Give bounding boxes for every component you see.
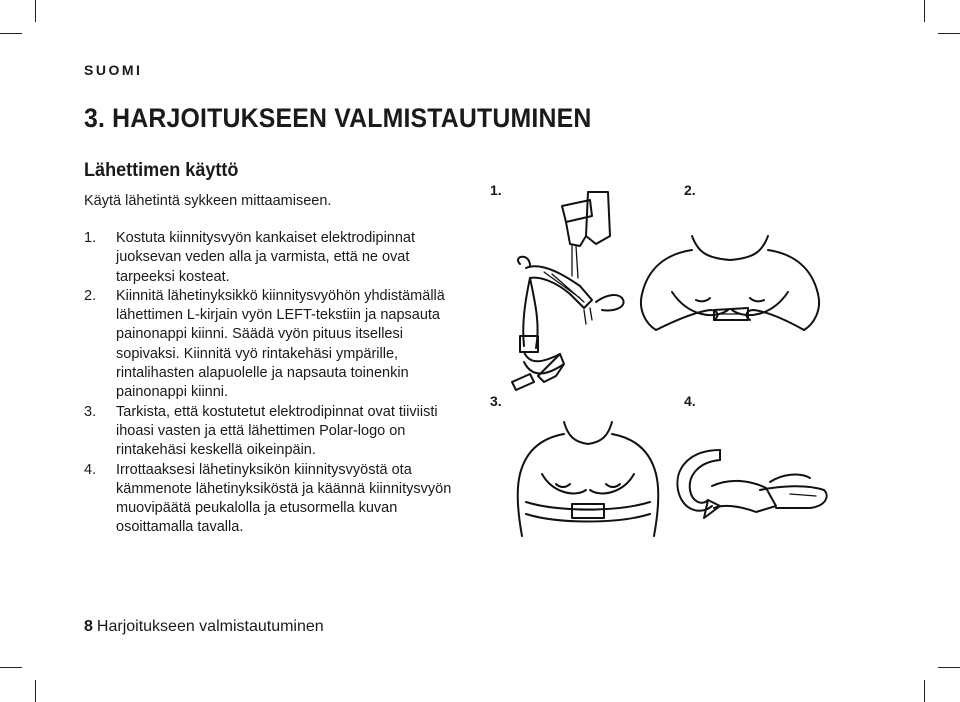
crop-mark bbox=[35, 0, 36, 22]
chest-belt-icon bbox=[508, 418, 668, 548]
figure-label-4: 4. bbox=[684, 393, 696, 409]
crop-mark bbox=[938, 667, 960, 668]
detach-icon bbox=[660, 446, 840, 546]
crop-mark bbox=[0, 33, 22, 34]
step-number: 4. bbox=[84, 461, 97, 478]
crop-mark bbox=[924, 680, 925, 702]
step-text: Kostuta kiinnitysvyön kankaiset elektrodipinnat juoksevan veden alla ja varmista, että ne ovat tarpeeksi kosteat. bbox=[116, 230, 416, 285]
crop-mark bbox=[938, 33, 960, 34]
figure-label-2: 2. bbox=[684, 182, 696, 198]
list-item bbox=[84, 403, 454, 461]
figure-label-3: 3. bbox=[490, 393, 502, 409]
step-text: Tarkista, että kostutetut elektrodipinnat ovat tiiviisti ihoasi vasten ja että lähettimen Polar-logo on rintakehäsi keskellä oikeinpäin. bbox=[116, 403, 438, 459]
step-number: 2. bbox=[84, 287, 97, 304]
list-item bbox=[84, 461, 454, 538]
footer-title: Harjoitukseen valmistautuminen bbox=[96, 618, 324, 635]
crop-mark bbox=[0, 667, 22, 668]
figure-label-1: 1. bbox=[490, 182, 502, 198]
crop-mark bbox=[35, 680, 36, 702]
faucet-belt-icon bbox=[500, 186, 640, 396]
chest-attach-icon bbox=[636, 230, 826, 360]
subheading: Lähettimen käyttö bbox=[84, 160, 239, 181]
step-text: Irrottaaksesi lähetinyksikön kiinnitysvyöstä ota kämmenote lähetinyksiköstä ja käännä kiinnitysvyön muovipäätä peukalolla ja etusormella kuvan osoittamalla tavalla. bbox=[116, 461, 452, 536]
list-item bbox=[84, 229, 454, 287]
chapter-title: 3. HARJOITUKSEEN VALMISTAUTUMINEN bbox=[84, 103, 592, 133]
section-label: SUOMI bbox=[84, 62, 143, 78]
step-number: 3. bbox=[84, 403, 97, 420]
crop-mark bbox=[924, 0, 925, 22]
step-text: Kiinnitä lähetinyksikkö kiinnitysvyöhön yhdistämällä lähettimen L-kirjain vyön LEFT-tekstiin ja napsauta painonappi kiinni. Säädä vyön pituus itsellesi sopivaksi. Kiinnitä vyö rintakehäsi ympärille, rintalihasten alapuolelle ja napsauta toinenkin painonappi kiinni. bbox=[116, 287, 445, 401]
step-number: 1. bbox=[84, 230, 97, 246]
page-footer bbox=[84, 618, 324, 636]
page-number: 8 bbox=[84, 618, 93, 635]
intro-text: Käytä lähetintä sykkeen mittaamiseen. bbox=[84, 193, 332, 209]
instruction-list bbox=[84, 229, 454, 538]
list-item bbox=[84, 287, 454, 403]
